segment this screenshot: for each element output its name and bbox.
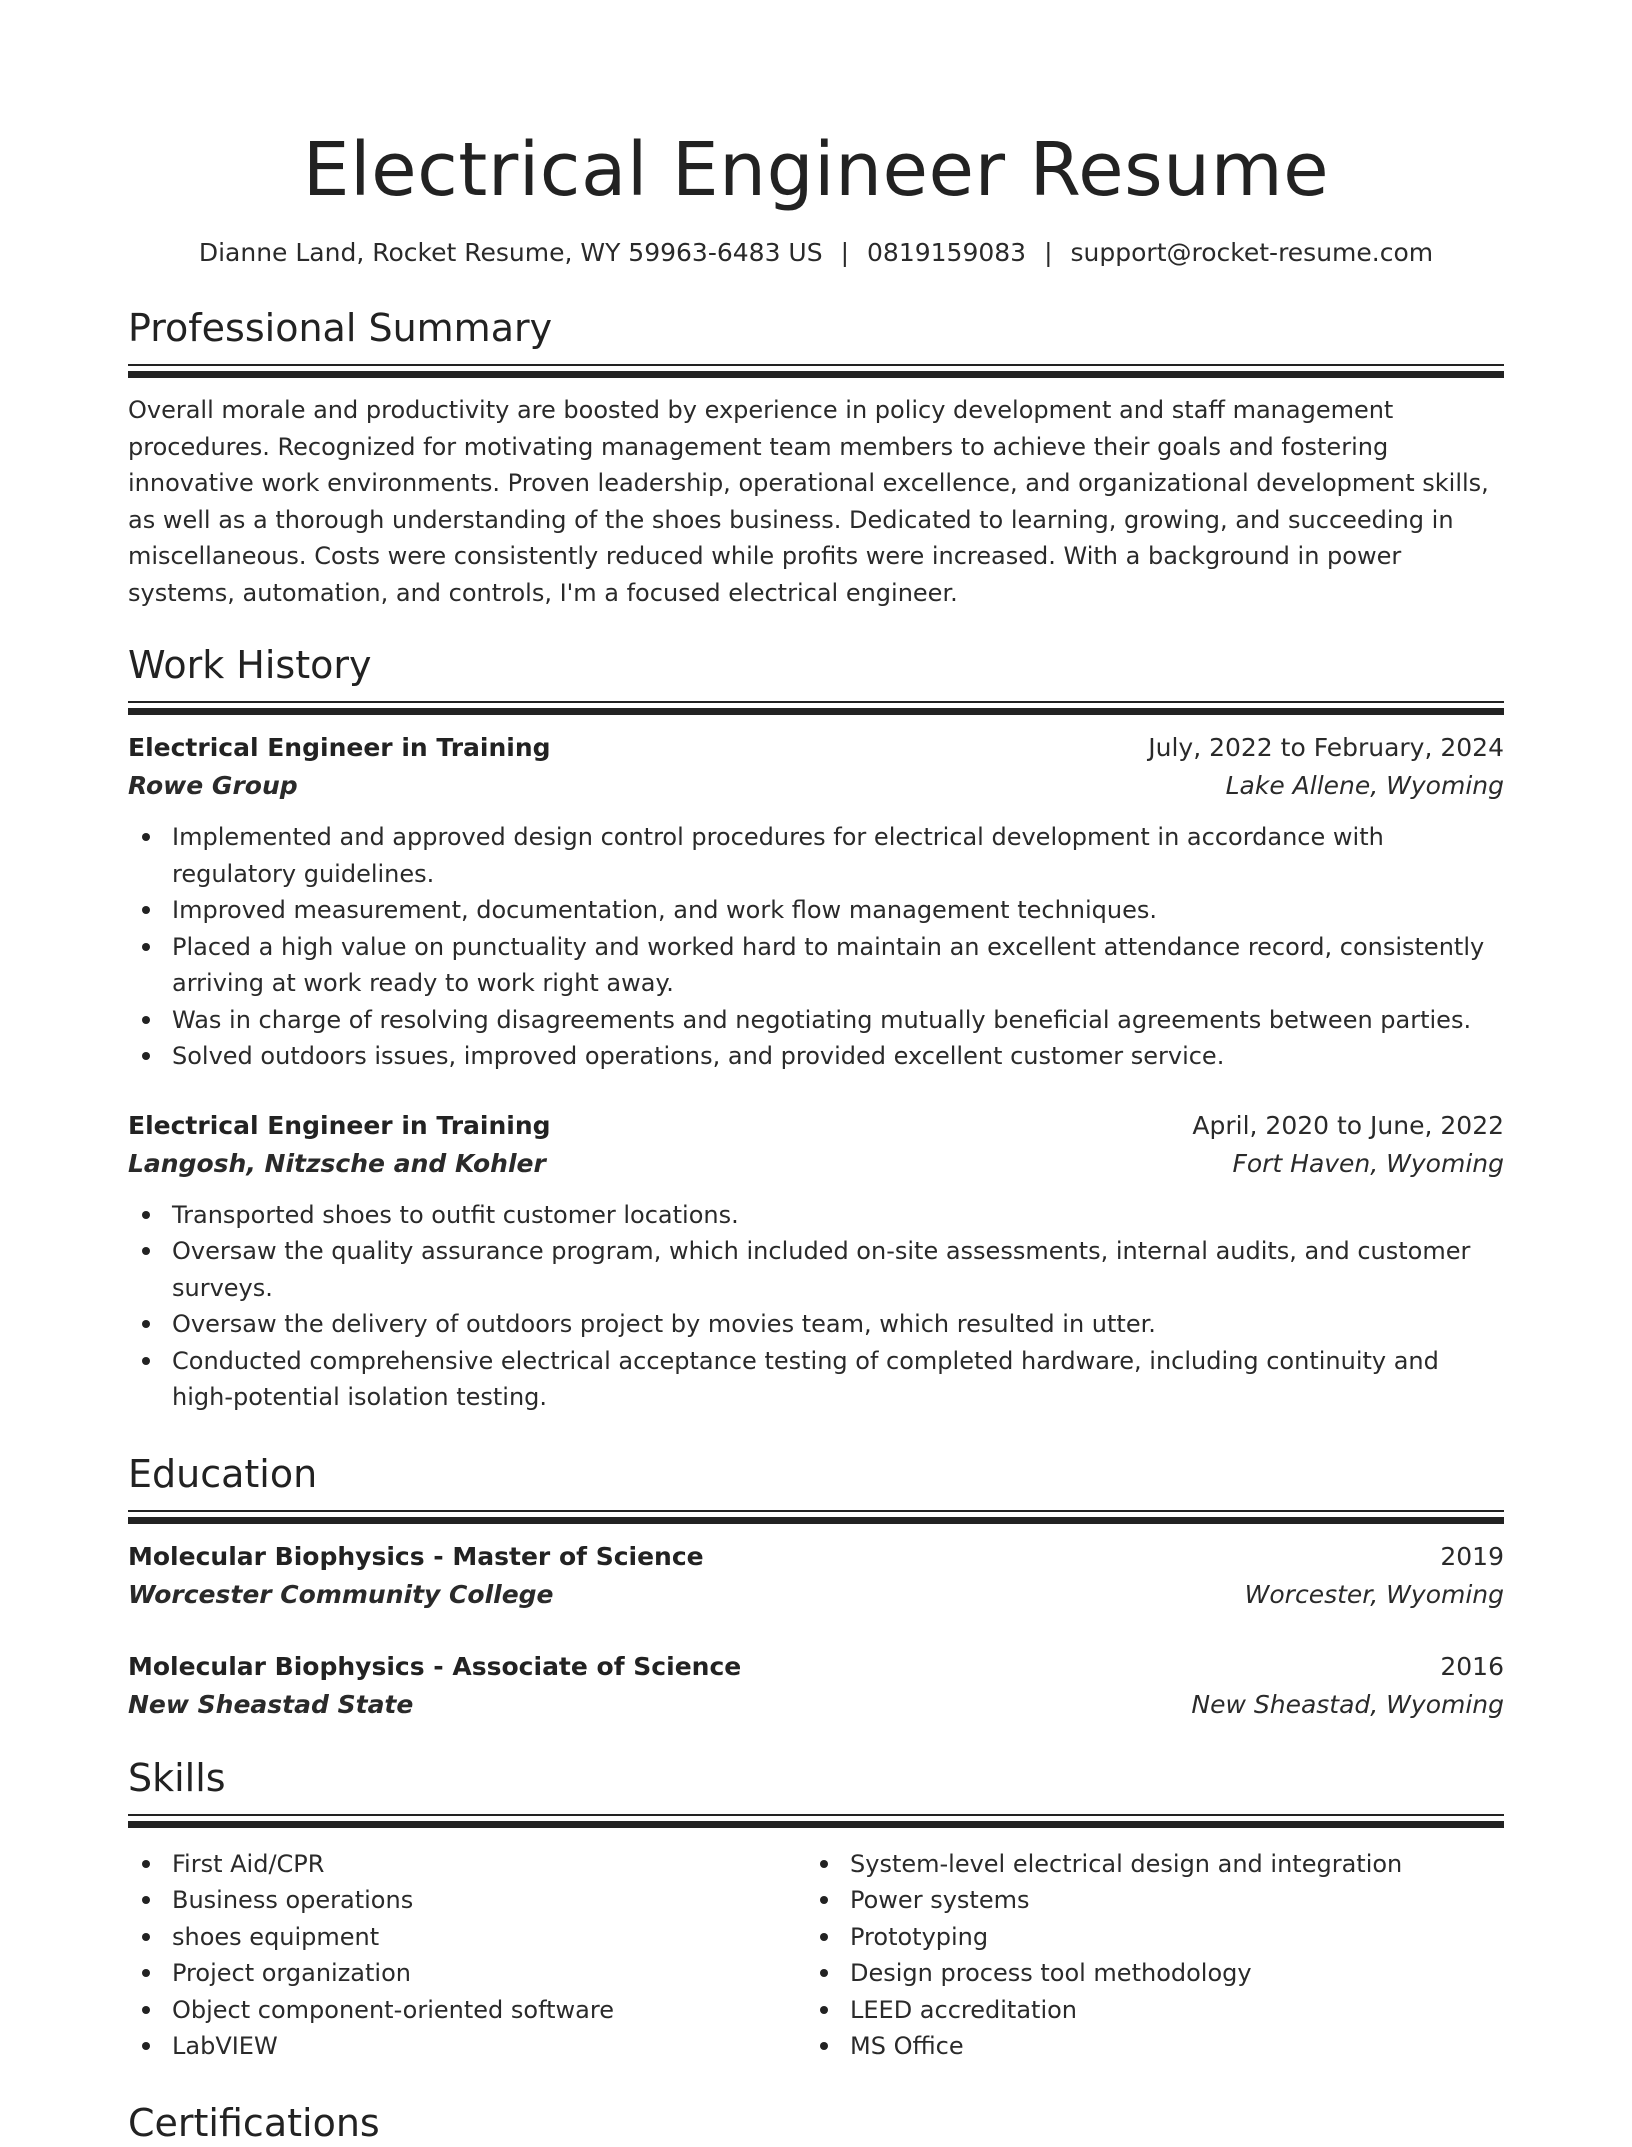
section-rule xyxy=(128,701,1504,703)
degree: Molecular Biophysics - Master of Science xyxy=(128,1541,704,1571)
school-location: New Sheastad, Wyoming xyxy=(1191,1689,1504,1719)
contact-phone: 0819159083 xyxy=(867,238,1027,267)
section-rule xyxy=(128,364,1504,366)
skill-item: LEED accreditation xyxy=(806,1992,1484,2029)
contact-address: Dianne Land, Rocket Resume, WY 59963-6483 US xyxy=(198,238,823,267)
job-bullets xyxy=(128,1197,1504,1416)
section-heading-education: Education xyxy=(128,1451,318,1496)
job-bullets xyxy=(128,819,1504,1075)
graduation-year: 2019 xyxy=(1440,1541,1504,1571)
summary-section xyxy=(128,304,1504,611)
job-bullet: Implemented and approved design control procedures for electrical development in accordance with regulatory guidelines. xyxy=(128,819,1504,892)
skill-item: Business operations xyxy=(128,1882,806,1919)
school-location: Worcester, Wyoming xyxy=(1244,1579,1504,1609)
job-bullet: Oversaw the delivery of outdoors project by movies team, which resulted in utter. xyxy=(128,1306,1504,1343)
section-rule-thick xyxy=(128,371,1504,378)
school: Worcester Community College xyxy=(128,1579,554,1609)
job-title: Electrical Engineer in Training xyxy=(128,733,551,762)
skill-item: Prototyping xyxy=(806,1919,1484,1956)
education-entry xyxy=(128,1648,1504,1724)
skill-item: System-level electrical design and integration xyxy=(806,1846,1484,1883)
job-company: Langosh, Nitzsche and Kohler xyxy=(128,1148,546,1178)
resume-title: Electrical Engineer Resume xyxy=(302,127,1330,213)
education-entry xyxy=(128,1538,1504,1614)
contact-email: support@rocket-resume.com xyxy=(1070,238,1434,267)
skills-column-right xyxy=(806,1846,1484,2065)
skill-item: Design process tool methodology xyxy=(806,1955,1484,1992)
section-heading-skills: Skills xyxy=(128,1755,226,1800)
job-bullet: Solved outdoors issues, improved operations, and provided excellent customer service. xyxy=(128,1038,1504,1075)
section-rule xyxy=(128,1510,1504,1512)
section-rule xyxy=(128,1814,1504,1816)
contact-separator: | xyxy=(840,238,850,267)
job-bullet: Improved measurement, documentation, and work flow management techniques. xyxy=(128,892,1504,929)
job-company: Rowe Group xyxy=(128,771,298,800)
section-rule-thick xyxy=(128,708,1504,715)
skill-item: First Aid/CPR xyxy=(128,1846,806,1883)
work-section xyxy=(128,641,1504,1416)
skill-item: LabVIEW xyxy=(128,2028,806,2065)
education-section xyxy=(128,1450,1504,1724)
job-location: Fort Haven, Wyoming xyxy=(1232,1148,1504,1178)
job-dates: April, 2020 to June, 2022 xyxy=(1192,1110,1504,1140)
skills-column-left xyxy=(128,1846,806,2065)
skill-item: Object component-oriented software xyxy=(128,1992,806,2029)
degree: Molecular Biophysics - Associate of Science xyxy=(128,1651,742,1681)
job-bullet: Was in charge of resolving disagreements and negotiating mutually beneficial agreements between parties. xyxy=(128,1002,1504,1039)
section-heading-summary: Professional Summary xyxy=(128,306,553,350)
job-bullet: Transported shoes to outfit customer locations. xyxy=(128,1197,1504,1234)
job-bullet: Conducted comprehensive electrical acceptance testing of completed hardware, including continuity and high-potential isolation testing. xyxy=(128,1343,1504,1416)
school: New Sheastad State xyxy=(128,1689,414,1719)
summary-text: Overall morale and productivity are boosted by experience in policy development and staff management procedures. Recognized for motivating management team members to achieve their goals and fostering innovative work environments. Proven leadership, operational excellence, and organizational development skills, as well as a thorough understanding of the shoes business. Dedicated to learning, growing, and succeeding in miscellaneous. Costs were consistently reduced while profits were increased. With a background in power systems, automation, and controls, I'm a focused electrical engineer. xyxy=(128,396,1489,607)
contact-line xyxy=(128,236,1504,270)
job-dates: July, 2022 to February, 2024 xyxy=(1148,733,1504,762)
section-rule-thick xyxy=(128,1517,1504,1524)
skill-item: Project organization xyxy=(128,1955,806,1992)
job-entry xyxy=(128,1107,1504,1416)
section-heading-work: Work History xyxy=(128,643,372,687)
skill-item: MS Office xyxy=(806,2028,1484,2065)
job-title: Electrical Engineer in Training xyxy=(128,1110,551,1140)
resume-page xyxy=(128,0,1504,2147)
section-rule-thick xyxy=(128,1821,1504,1828)
skill-item: Power systems xyxy=(806,1882,1484,1919)
job-bullet: Placed a high value on punctuality and worked hard to maintain an excellent attendance record, consistently arriving at work ready to work right away. xyxy=(128,929,1504,1002)
skills-grid xyxy=(128,1846,1504,2065)
section-heading-certifications: Certifications xyxy=(128,2100,380,2145)
skill-item: shoes equipment xyxy=(128,1919,806,1956)
certifications-section xyxy=(128,2099,1504,2147)
graduation-year: 2016 xyxy=(1440,1651,1504,1681)
job-location: Lake Allene, Wyoming xyxy=(1225,771,1504,800)
job-bullet: Oversaw the quality assurance program, which included on-site assessments, internal audits, and customer surveys. xyxy=(128,1233,1504,1306)
skills-section xyxy=(128,1754,1504,2065)
job-entry xyxy=(128,729,1504,1075)
contact-separator: | xyxy=(1044,238,1053,267)
